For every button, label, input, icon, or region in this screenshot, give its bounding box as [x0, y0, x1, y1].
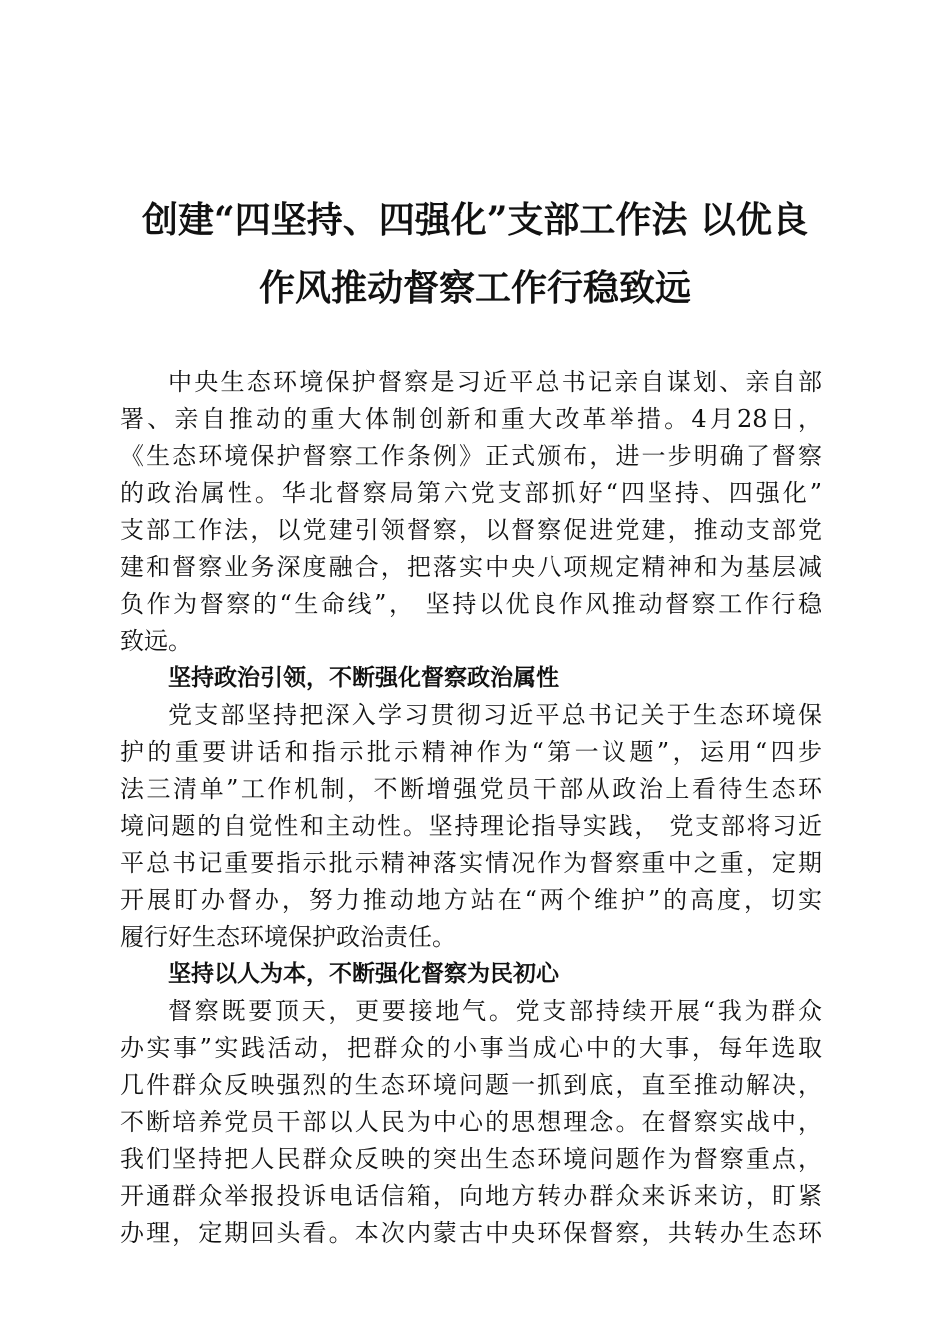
- paragraph-1-line: 《生态环境保护督察工作条例》正式颁布，进一步明确了督察: [120, 442, 822, 470]
- paragraph-1-line: 支部工作法，以党建引领督察，以督察促进党建，推动支部党: [120, 516, 822, 544]
- paragraph-2-line: 境问题的自觉性和主动性。坚持理论指导实践， 党支部将习近: [120, 812, 822, 840]
- document-title-line-2: 作风推动督察工作行稳致远: [258, 267, 691, 309]
- section-heading-people-centered: 坚持以人为本，不断强化督察为民初心: [168, 961, 559, 987]
- paragraph-2-line: 开展盯办督办，努力推动地方站在“两个维护”的高度，切实: [120, 886, 822, 914]
- paragraph-2-line: 平总书记重要指示批示精神落实情况作为督察重中之重，定期: [120, 849, 822, 877]
- paragraph-3-line: 办实事”实践活动，把群众的小事当成心中的大事，每年选取: [120, 1034, 822, 1062]
- paragraph-3-line: 督察既要顶天，更要接地气。党支部持续开展“我为群众: [168, 997, 822, 1025]
- paragraph-1-line: 建和督察业务深度融合，把落实中央八项规定精神和为基层减: [120, 553, 822, 581]
- paragraph-3-line: 不断培养党员干部以人民为中心的思想理念。在督察实战中，: [120, 1108, 822, 1136]
- paragraph-3-line: 几件群众反映强烈的生态环境问题一抓到底，直至推动解决，: [120, 1071, 822, 1099]
- paragraph-2-line: 法三清单”工作机制，不断增强党员干部从政治上看待生态环: [120, 775, 822, 803]
- paragraph-2-line: 履行好生态环境保护政治责任。: [120, 923, 456, 951]
- paragraph-3-line: 开通群众举报投诉电话信箱，向地方转办群众来诉来访，盯紧: [120, 1182, 822, 1210]
- section-heading-political-leadership: 坚持政治引领，不断强化督察政治属性: [168, 665, 559, 691]
- paragraph-3-line: 办理，定期回头看。本次内蒙古中央环保督察，共转办生态环: [120, 1219, 822, 1247]
- paragraph-2-line: 护的重要讲话和指示批示精神作为“第一议题”，运用“四步: [120, 738, 822, 766]
- paragraph-1-line: 中央生态环境保护督察是习近平总书记亲自谋划、亲自部: [168, 368, 822, 396]
- paragraph-1-line: 致远。: [120, 627, 192, 655]
- paragraph-1-line: 负作为督察的“生命线”， 坚持以优良作风推动督察工作行稳: [120, 590, 822, 618]
- document-title-line-1: 创建“四坚持、四强化”支部工作法 以优良: [142, 199, 808, 241]
- paragraph-3-line: 我们坚持把人民群众反映的突出生态环境问题作为督察重点，: [120, 1145, 822, 1173]
- paragraph-2-line: 党支部坚持把深入学习贯彻习近平总书记关于生态环境保: [168, 701, 822, 729]
- paragraph-1-line: 的政治属性。华北督察局第六党支部抓好“四坚持、四强化”: [120, 479, 822, 507]
- paragraph-1-line: 署、亲自推动的重大体制创新和重大改革举措。4月28日，: [120, 405, 822, 433]
